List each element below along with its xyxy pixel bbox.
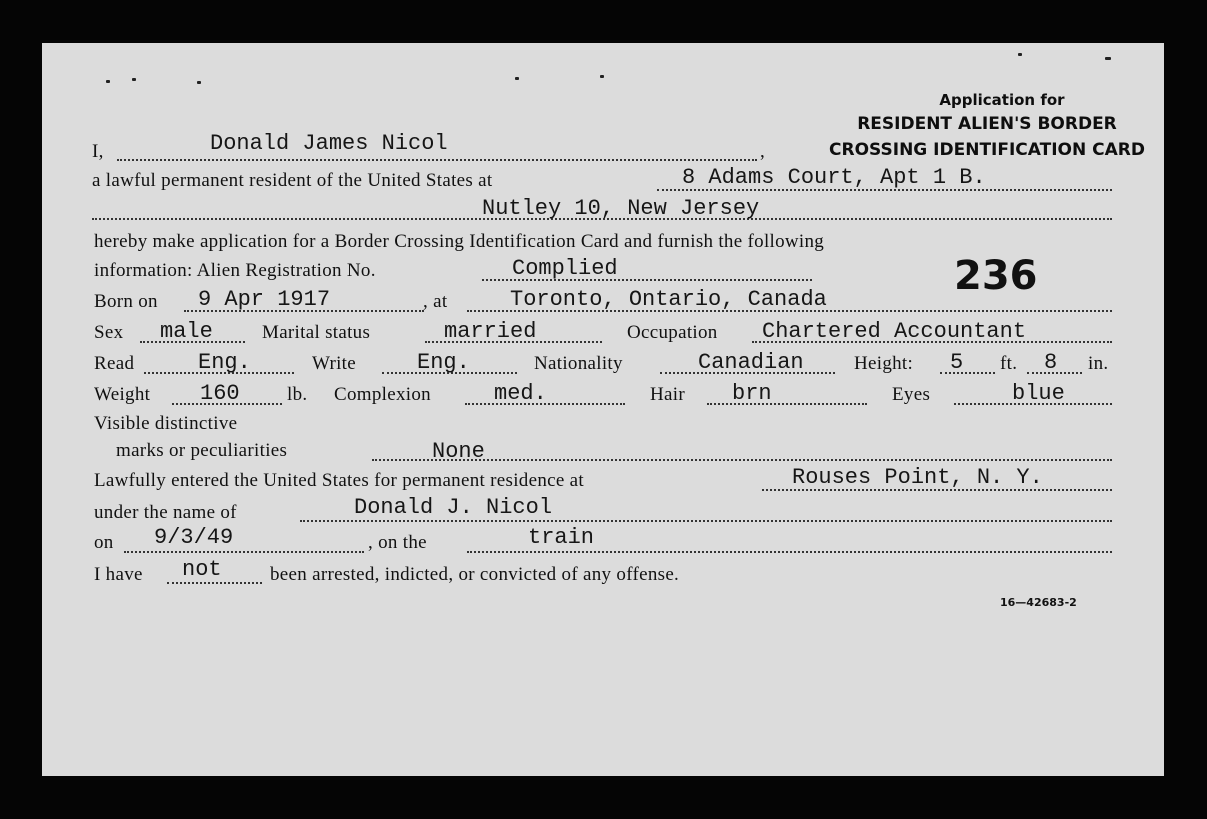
ink-speck <box>515 77 519 80</box>
arrested-underline <box>167 582 262 584</box>
marks-value: None <box>432 439 485 464</box>
label-nationality: Nationality <box>534 353 623 374</box>
address-line-1: 8 Adams Court, Apt 1 B. <box>682 165 986 190</box>
registration-number: Complied <box>512 256 618 281</box>
complexion-value: med. <box>494 381 547 406</box>
label-comma: , <box>760 141 766 162</box>
height-inches: 8 <box>1044 350 1058 375</box>
label-weight: Weight <box>94 384 151 405</box>
ink-speck <box>132 78 136 81</box>
sex-value: male <box>160 319 213 344</box>
label-write: Write <box>312 353 356 374</box>
ink-speck <box>1105 57 1111 60</box>
label-i-have: I have <box>94 564 143 585</box>
form-number: 16—42683-2 <box>1000 596 1077 609</box>
birth-date: 9 Apr 1917 <box>198 287 331 312</box>
birth-place: Toronto, Ontario, Canada <box>510 287 827 312</box>
label-hereby: hereby make application for a Border Crossing Identification Card and furnish the following <box>94 231 825 252</box>
label-resident: a lawful permanent resident of the United States at <box>92 170 493 191</box>
label-born-on: Born on <box>94 291 158 312</box>
label-read: Read <box>94 353 135 374</box>
label-ft: ft. <box>1000 353 1018 374</box>
header-line-2: RESIDENT ALIEN'S BORDER <box>857 114 1117 134</box>
entry-name-underline <box>300 520 1112 522</box>
applicant-name: Donald James Nicol <box>210 131 448 156</box>
ink-speck <box>106 80 110 83</box>
label-occupation: Occupation <box>627 322 718 343</box>
label-in: in. <box>1088 353 1109 374</box>
marital-status-value: married <box>444 319 537 344</box>
label-lawfully: Lawfully entered the United States for permanent residence at <box>94 470 584 491</box>
eyes-value: blue <box>1012 381 1065 406</box>
label-marks: marks or peculiarities <box>116 440 288 461</box>
label-arrested: been arrested, indicted, or convicted of any offense. <box>270 564 680 585</box>
hair-value: brn <box>732 381 772 406</box>
entry-date-value: 9/3/49 <box>154 525 234 550</box>
label-on: on <box>94 532 114 553</box>
height-ft-underline <box>940 372 995 374</box>
entry-conveyance-value: train <box>528 525 595 550</box>
label-i: I, <box>92 141 104 162</box>
read-value: Eng. <box>198 350 251 375</box>
label-complexion: Complexion <box>334 384 431 405</box>
arrested-value: not <box>182 557 222 582</box>
height-feet: 5 <box>950 350 964 375</box>
label-sex: Sex <box>94 322 124 343</box>
nationality-value: Canadian <box>698 350 804 375</box>
entry-port-value: Rouses Point, N. Y. <box>792 465 1043 490</box>
entry-date-underline <box>124 551 364 553</box>
hair-underline <box>707 403 867 405</box>
ink-speck <box>600 75 604 78</box>
weight-value: 160 <box>200 381 240 406</box>
border-crossing-application-card <box>42 43 1164 776</box>
header-line-3: CROSSING IDENTIFICATION CARD <box>829 140 1145 160</box>
address-line-2: Nutley 10, New Jersey <box>482 196 760 221</box>
label-hair: Hair <box>650 384 685 405</box>
label-lb: lb. <box>287 384 308 405</box>
label-visible: Visible distinctive <box>94 413 238 434</box>
write-value: Eng. <box>417 350 470 375</box>
entry-name-value: Donald J. Nicol <box>354 495 553 520</box>
occupation-value: Chartered Accountant <box>762 319 1027 344</box>
conveyance-underline <box>467 551 1112 553</box>
label-height: Height: <box>854 353 914 374</box>
name-underline <box>117 159 757 161</box>
label-information: information: Alien Registration No. <box>94 260 376 281</box>
label-on-the: , on the <box>368 532 427 553</box>
label-marital-status: Marital status <box>262 322 371 343</box>
label-eyes: Eyes <box>892 384 931 405</box>
label-at: , at <box>423 291 448 312</box>
serial-stamp: 236 <box>954 253 1038 299</box>
ink-speck <box>197 81 201 84</box>
label-under-name: under the name of <box>94 502 237 523</box>
header-line-1: Application for <box>939 91 1065 109</box>
ink-speck <box>1018 53 1022 56</box>
